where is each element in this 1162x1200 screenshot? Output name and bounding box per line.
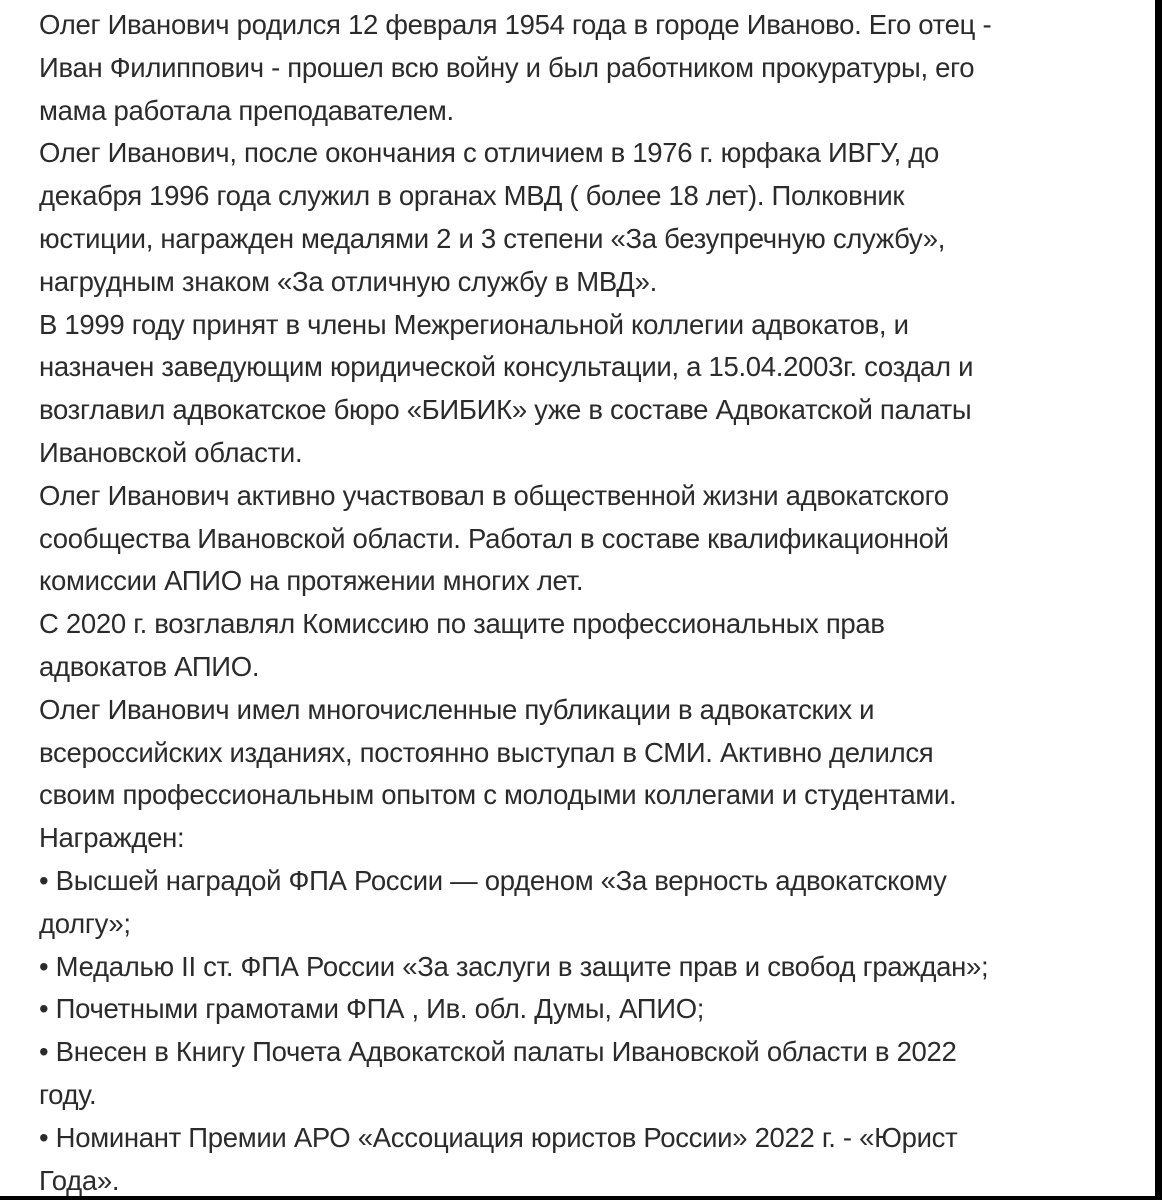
award-item-continuation: Года». xyxy=(39,1164,120,1196)
text-line: возглавил адвокатское бюро «БИБИК» уже в составе Адвокатской палаты xyxy=(39,394,972,426)
text-line: мама работала преподавателем. xyxy=(39,94,454,126)
text-line: В 1999 году принят в члены Межрегиональной коллегии адвокатов, и xyxy=(39,308,909,340)
text-line: нагрудным знаком «За отличную службу в МВД». xyxy=(39,265,657,297)
award-item-continuation: году. xyxy=(39,1078,97,1110)
text-line: Иван Филиппович - прошел всю войну и был работником прокуратуры, его xyxy=(39,51,975,83)
text-line: Ивановской области. xyxy=(39,436,303,468)
biography-text xyxy=(39,4,1139,1200)
text-line: назначен заведующим юридической консультации, а 15.04.2003г. создал и xyxy=(39,351,974,383)
text-line: всероссийских изданиях, постоянно выступал в СМИ. Активно делился xyxy=(39,736,934,768)
text-line: юстиции, награжден медалями 2 и 3 степени «За безупречную службу», xyxy=(39,222,946,254)
award-item-continuation: долгу»; xyxy=(39,907,131,939)
text-line: комиссии АПИО на протяжении многих лет. xyxy=(39,565,584,597)
award-item: • Высшей наградой ФПА России — орденом «За верность адвокатскому xyxy=(39,864,947,896)
text-line: адвокатов АПИО. xyxy=(39,650,260,682)
award-item: • Номинант Премии АРО «Ассоциация юристов России» 2022 г. - «Юрист xyxy=(39,1121,958,1153)
text-line: Олег Иванович имел многочисленные публикации в адвокатских и xyxy=(39,693,875,725)
text-line: своим профессиональным опытом с молодыми коллегами и студентами. xyxy=(39,779,957,811)
text-line: С 2020 г. возглавлял Комиссию по защите профессиональных прав xyxy=(39,608,885,640)
text-line: сообщества Ивановской области. Работал в составе квалификационной xyxy=(39,522,949,554)
award-item: • Почетными грамотами ФПА , Ив. обл. Думы, АПИО; xyxy=(39,993,705,1025)
award-item: • Медалью II ст. ФПА России «За заслуги в защите прав и свобод граждан»; xyxy=(39,950,989,982)
text-line: Олег Иванович, после окончания с отличием в 1976 г. юрфака ИВГУ, до xyxy=(39,137,940,169)
text-line: Олег Иванович родился 12 февраля 1954 года в городе Иваново. Его отец - xyxy=(39,9,992,40)
text-line: Олег Иванович активно участвовал в общественной жизни адвокатского xyxy=(39,479,949,511)
award-item: • Внесен в Книгу Почета Адвокатской палаты Ивановской области в 2022 xyxy=(39,1036,957,1068)
awards-heading: Награжден: xyxy=(39,822,185,854)
text-line: декабря 1996 года служил в органах МВД ( более 18 лет). Полковник xyxy=(39,180,905,212)
